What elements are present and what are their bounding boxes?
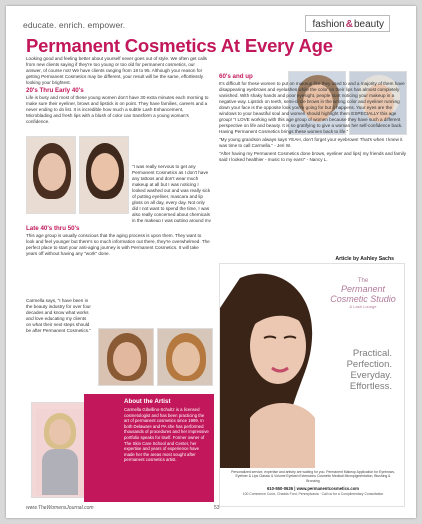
ad-address: 100 Commerce Court, Chadds Ford, Pennsylvania · Call us for a Complimentary Consultation [242, 492, 384, 496]
logo-line-3: & Lash Lounge [349, 304, 377, 309]
ad-phone[interactable]: 610-550-0636 [266, 486, 294, 491]
slogan-line-2: Perfection. [346, 359, 392, 370]
ad-services: Personalized service, expertise and artistry are waiting for you. Permanent Makeup Application for Eyebrows, Eyeliner & Lips Classic & Volume Eyelash Extensions Cosmetic Medical Micropigmentation, Blushing & Bronzing [231, 470, 395, 483]
paragraph-20s: Life is busy and most of these young women don't have 30 extra minutes each morning to make sure their eyeliner, brows and lipstick is on point. They have families, careers and a never ending to do list. It is incredible how much a subtle Lash Enhancement, Microblading and fresh lips with a blush of color can transform a young woman's confidence. [26, 95, 209, 124]
heading-20s: 20's Thru Early 40's [26, 87, 84, 94]
section-tag-beauty: beauty [353, 19, 384, 30]
magazine-page [6, 6, 416, 518]
page-number: 53 [214, 505, 220, 511]
section-tag-amp: & [345, 19, 353, 30]
intro-text: Looking good and feeling better about yourself never goes out of style. We often get calls from new clients saying if they're too young or too old for permanent cosmetics, our answer, of course not! We have clients ranging from 18 to 95. Although your reason for getting Permanent Cosmetics may be different, your result will be the same, effortlessly looking your brightest. [26, 56, 207, 85]
quote-1-text: "I was really nervous to get any Permanent Cosmetics as I don't have any tattoos and don't wear much makeup at all but I was noticing I looked washed out and was really sick of putting eyeliner, mascara and lip gloss on all day, every day. Not only did I not want to spend the time, I was also really concerned about chemicals in the makeup I was putting around my [132, 164, 211, 222]
ad-website-link[interactable]: www.permanentcosmetics.com [296, 486, 360, 491]
ad-model-illustration [220, 268, 330, 468]
about-body: Carmella Gibellino-Schultz is a licensed cosmetologist and has been practicing the art of permanent cosmetics since 1999. In both Delaware and PA she has performed thousands of procedures and her impressive portfolio speaks for itself. Former owner of The Skin Care School and Center, her expertise and years of experience have made her the areas most sought after permanent cosmetics artist. [124, 407, 209, 463]
section-late40s [26, 224, 210, 259]
article-intro [26, 56, 210, 86]
quote-3-text: "My young grandson always says YEAH, don't forget your eyebrows! That's when I knew it was time to call Carmella." - Jeri W. [219, 137, 403, 148]
studio-logo [330, 278, 396, 309]
section-tag [305, 15, 390, 32]
slogan-line-3: Everyday. [350, 370, 392, 381]
magazine-tagline: educate. enrich. empower. [23, 20, 126, 30]
after-photo [79, 136, 129, 214]
portrait-middle-age-1 [98, 328, 154, 386]
slogan-line-1: Practical. [352, 348, 392, 359]
about-title: About the Artist [124, 398, 171, 405]
section-tag-fashion: fashion [312, 19, 345, 30]
paragraph-60s: It's difficult for these women to put on makeup like they used to and a majority of them have disappearing eyebrows and eyelashes while the color on their lips has almost completely vanished. With shaky hands and poor eyesight, people start noticing your makeup in a negative way. Lipstick on teeth, semi-circle brows in the wrong color and eyeliner running down your face is the opposite look you're going for but it happens. Your eyes are the windows to your beautiful soul and women should highlight them ESPECIALLY this age group! "I LOVE working with this age group of women because they have such a different perspective on life and beauty. It is so gratifying to give a woman her self-confidence back. Having Permanent Cosmetics brings these women back to life." [219, 81, 405, 134]
article-column-2 [219, 74, 409, 165]
studio-advertisement [219, 263, 405, 507]
about-the-artist-box [84, 394, 214, 502]
before-photo [26, 136, 76, 214]
quote-laura [132, 164, 212, 224]
ad-contact [230, 486, 396, 491]
quote-2-text: Carmella says, "I have been in the beauty industry for over four decades and know what works and love educating my clients on what their next steps should be after Permanent Cosmetics." [26, 298, 91, 333]
footer-website[interactable]: www.TheWomensJournal.com [26, 505, 94, 511]
quote-carmella [26, 298, 92, 336]
ad-slogan [322, 348, 392, 392]
contact-separator: | [294, 486, 297, 491]
logo-line-1: The [357, 278, 369, 284]
article-column-1 [26, 56, 210, 127]
logo-line-2: Permanent Cosmetic Studio [330, 284, 396, 304]
article-title: Permanent Cosmetics At Every Age [26, 35, 333, 56]
heading-late40s: Late 40's thru 50's [26, 225, 80, 232]
artist-photo [31, 402, 87, 498]
heading-60s: 60's and up [219, 73, 253, 80]
paragraph-late40s: This age group is usually conscious that the aging process is upon them. They want to look and feel younger but there's so much information out there, they're overwhelmed. The perfect place to start your anti-aging journey is with Permanent Cosmetics. It will take years off without having any "work" done. [26, 233, 210, 256]
quote-4-text: "After having my Permanent Cosmetics done brows, eyeliner and lips) my friends and family said I looked healthier - music to my ears!" - Nancy L. [219, 151, 406, 162]
portrait-middle-age-2 [157, 328, 213, 386]
article-credit: Article by Ashley Sachs [335, 256, 394, 262]
slogan-line-4: Effortless. [349, 381, 392, 392]
